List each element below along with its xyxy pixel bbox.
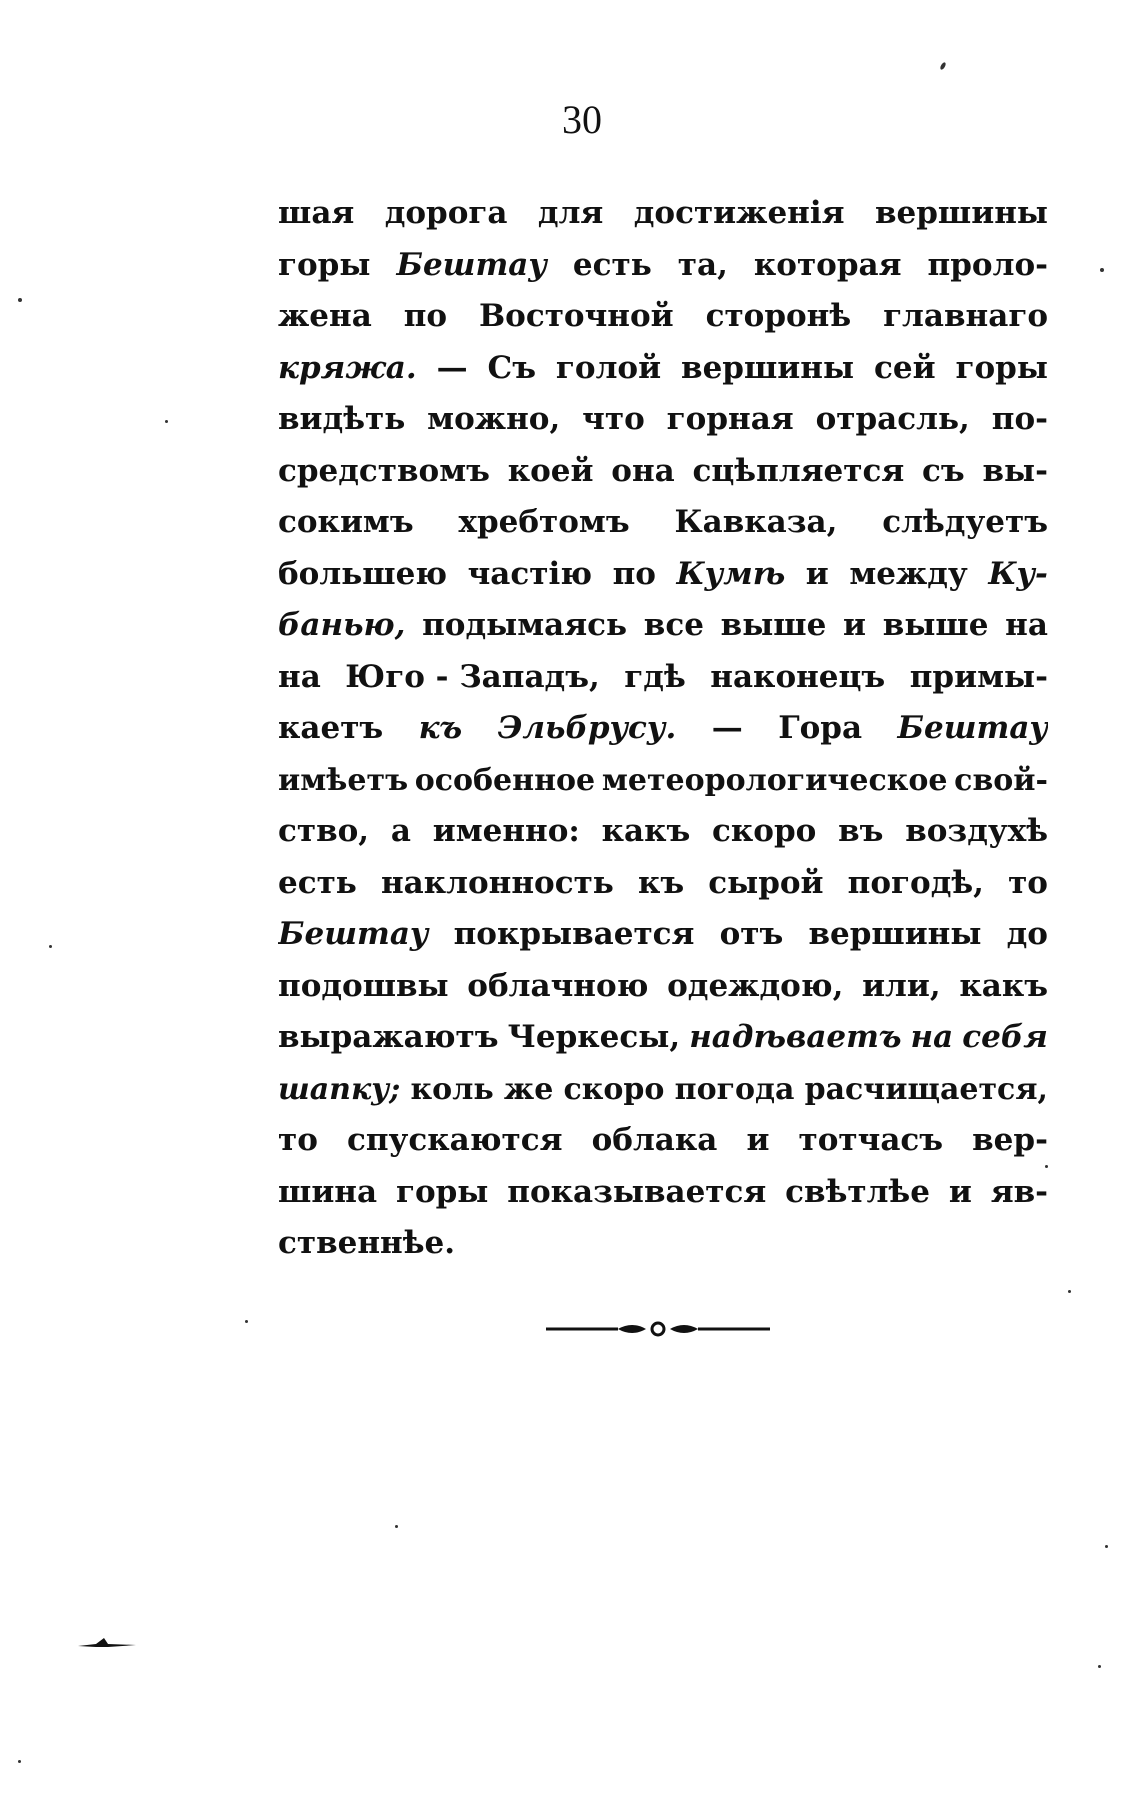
- word: подошвы: [278, 967, 449, 1004]
- word: погодѣ,: [847, 864, 984, 901]
- text-line: [278, 1012, 1048, 1064]
- word: вершины: [808, 916, 982, 952]
- text-line: [278, 858, 1048, 910]
- word: спускаются: [346, 1122, 563, 1158]
- word: та,: [677, 246, 728, 283]
- word: Черкесы,: [507, 1019, 681, 1055]
- word: наклонность: [380, 864, 614, 901]
- word: можно,: [427, 401, 561, 437]
- margin-mark-icon: [78, 1637, 136, 1651]
- word: для: [537, 195, 604, 231]
- word: тотчасъ: [798, 1122, 944, 1158]
- word: отъ: [719, 916, 784, 952]
- word: Восточной: [478, 298, 674, 334]
- word: на: [1005, 607, 1048, 643]
- word: жена: [278, 298, 372, 334]
- word: сей: [873, 349, 936, 386]
- word: горы: [955, 349, 1048, 386]
- italic-word: себя: [962, 1019, 1048, 1055]
- word: шина: [278, 1173, 378, 1210]
- word: Юго - Западъ,: [345, 658, 600, 695]
- text-line: [278, 394, 1048, 446]
- text-line: [278, 600, 1048, 652]
- word: слѣдуетъ: [882, 504, 1048, 540]
- text-line: [278, 909, 1048, 961]
- word: Съ: [487, 349, 536, 386]
- word: —: [711, 710, 743, 746]
- italic-word: Эльбрусу.: [497, 710, 677, 746]
- text-line: [278, 755, 1048, 807]
- speck: [49, 945, 52, 948]
- word: по-: [991, 401, 1048, 437]
- speck: [1068, 1290, 1071, 1293]
- word: горы: [278, 246, 371, 283]
- word: погода: [674, 1071, 795, 1107]
- word: же: [503, 1071, 554, 1107]
- text-line: [278, 961, 1048, 1013]
- word: по: [403, 298, 448, 334]
- text-line: [278, 1115, 1048, 1167]
- page-number: 30: [562, 97, 602, 142]
- body-text: [278, 188, 1048, 1270]
- word: хребтомъ: [458, 504, 630, 540]
- text-line: [278, 291, 1048, 343]
- text-line: [278, 549, 1048, 601]
- word: выражаютъ: [278, 1019, 499, 1055]
- word: какъ: [959, 967, 1048, 1004]
- word: главнаго: [883, 298, 1048, 334]
- ornament-left-leaf: [618, 1325, 646, 1333]
- word: Гора: [778, 710, 863, 746]
- word: голой: [555, 349, 662, 386]
- word: примы-: [909, 658, 1048, 695]
- speck: [18, 1760, 21, 1763]
- word: то: [278, 1122, 318, 1158]
- word: наконецъ: [710, 658, 886, 695]
- word: отрасль,: [815, 401, 970, 437]
- text-line: [278, 806, 1048, 858]
- word: и: [843, 607, 867, 643]
- italic-word: на: [910, 1019, 954, 1055]
- word: выше: [720, 607, 827, 643]
- word: сокимъ: [278, 504, 414, 540]
- word: и: [746, 1122, 770, 1158]
- word: облака: [591, 1122, 718, 1158]
- text-line: [278, 703, 1048, 755]
- word: одеждою,: [667, 967, 844, 1004]
- word: ственнѣе.: [278, 1225, 456, 1261]
- speck: [1098, 1665, 1101, 1668]
- word: или,: [862, 967, 941, 1004]
- text-line: [278, 1167, 1048, 1219]
- word: сцѣпляется: [692, 452, 905, 489]
- italic-word: кряжа.: [278, 349, 417, 386]
- word: сторонѣ: [705, 298, 852, 334]
- word: метеорологическое: [601, 762, 948, 798]
- italic-word: Бештау: [278, 916, 429, 952]
- word: она: [611, 452, 675, 489]
- text-line: [278, 446, 1048, 498]
- speck: [1100, 268, 1104, 272]
- speck: [1105, 1545, 1108, 1548]
- word: то: [1008, 864, 1048, 901]
- word: Кавказа,: [674, 504, 838, 540]
- word: подымаясь: [422, 607, 628, 643]
- ornament-right-leaf: [670, 1325, 698, 1333]
- word: видѣть: [278, 401, 406, 437]
- word: шая: [278, 195, 355, 231]
- word: все: [643, 607, 704, 643]
- word: по: [612, 555, 656, 592]
- word: коей: [507, 452, 594, 489]
- text-line: [278, 188, 1048, 240]
- word: скоро: [563, 1071, 665, 1107]
- word: большею: [278, 555, 448, 592]
- speck: [395, 1525, 398, 1528]
- italic-word: Бештау: [897, 710, 1048, 746]
- word: вершины: [681, 349, 855, 386]
- italic-word: къ: [418, 710, 463, 746]
- word: скоро: [712, 813, 817, 849]
- word: именно:: [432, 813, 580, 849]
- word: каетъ: [278, 710, 384, 746]
- italic-word: банью,: [278, 607, 406, 643]
- text-line: [278, 497, 1048, 549]
- word: расчищается,: [804, 1071, 1048, 1107]
- word: ство,: [278, 813, 370, 849]
- word: имѣетъ: [278, 762, 409, 798]
- ornament-center-ring: [652, 1323, 664, 1335]
- text-line: [278, 1064, 1048, 1116]
- word: и: [948, 1173, 972, 1210]
- word: свой-: [954, 762, 1048, 798]
- word: облачною: [467, 967, 649, 1004]
- word: дорога: [384, 195, 508, 231]
- word: выше: [882, 607, 989, 643]
- text-line: [278, 343, 1048, 395]
- word: вы-: [982, 452, 1048, 489]
- speck: [18, 298, 22, 302]
- word: которая: [753, 246, 902, 283]
- italic-word: Ку-: [988, 555, 1048, 592]
- speck: [165, 420, 168, 423]
- speck: [245, 1320, 248, 1323]
- word: вер-: [972, 1122, 1048, 1158]
- italic-word: надѣваетъ: [689, 1019, 902, 1055]
- speck: [1045, 1165, 1048, 1168]
- word: къ: [637, 864, 685, 901]
- word: сырой: [708, 864, 824, 901]
- word: а: [390, 813, 411, 849]
- word: гдѣ: [624, 658, 686, 695]
- word: показывается: [507, 1173, 767, 1210]
- word: коль: [410, 1071, 494, 1107]
- text-line: [278, 240, 1048, 292]
- word: до: [1006, 916, 1048, 952]
- word: воздухѣ: [905, 813, 1048, 849]
- word: горы: [395, 1173, 489, 1210]
- italic-word: Бештау: [396, 246, 547, 283]
- italic-word: Кумѣ: [676, 555, 786, 592]
- word: частію: [467, 555, 593, 592]
- word: —: [436, 349, 468, 386]
- word: въ: [838, 813, 884, 849]
- word: средствомъ: [278, 452, 490, 489]
- word: особенное: [414, 762, 596, 798]
- word: вершины: [874, 195, 1048, 231]
- word: есть: [572, 246, 652, 283]
- word: покрывается: [453, 916, 695, 952]
- text-line: [278, 652, 1048, 704]
- italic-word: шапку;: [278, 1071, 401, 1107]
- word: между: [849, 555, 968, 592]
- word: яв-: [990, 1173, 1048, 1210]
- word: какъ: [601, 813, 691, 849]
- word: горная: [666, 401, 794, 437]
- word: есть: [278, 864, 357, 901]
- word: и: [805, 555, 829, 592]
- word: достиженія: [633, 195, 845, 231]
- ornamental-rule-icon: [546, 1316, 770, 1342]
- word: на: [278, 658, 321, 695]
- word: съ: [922, 452, 965, 489]
- word: свѣтлѣе: [785, 1173, 930, 1210]
- word: что: [582, 401, 645, 437]
- text-line: [278, 1218, 1048, 1270]
- word: проло-: [927, 246, 1048, 283]
- speck: [939, 62, 946, 71]
